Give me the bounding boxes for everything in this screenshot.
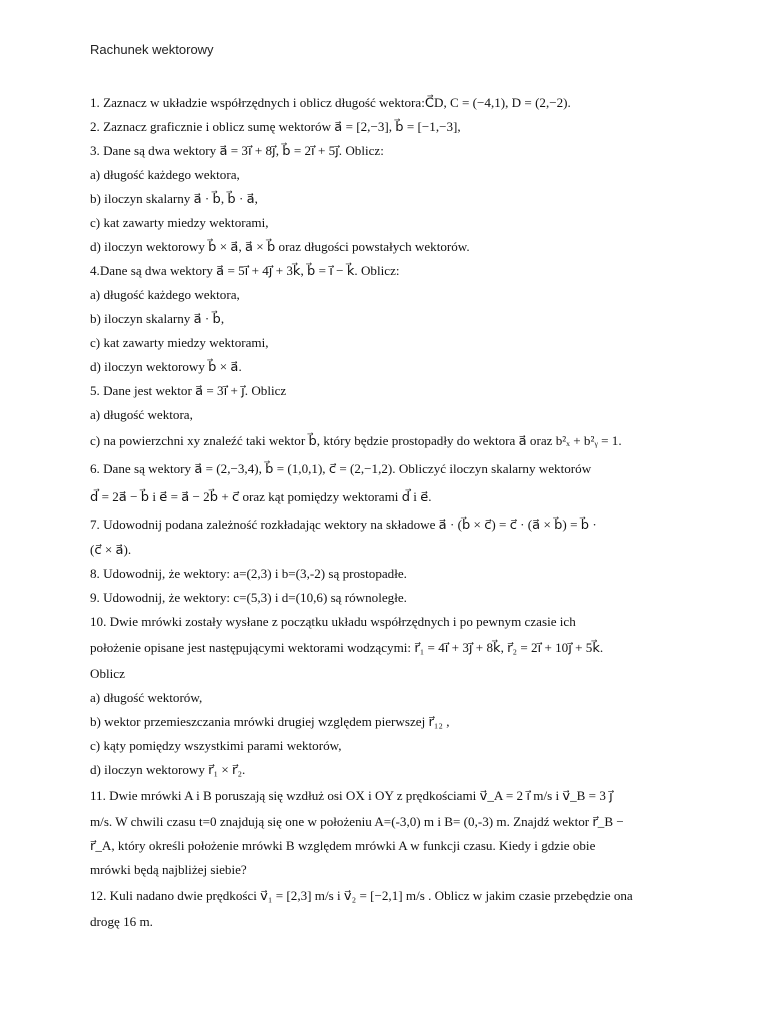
task-4c: c) kat zawarty miedzy wektorami, xyxy=(90,335,269,350)
document-body xyxy=(90,94,690,937)
task-10-line-2: położenie opisane jest następującymi wektorami wodzącymi: r⃗₁ = 4i⃗ + 3j⃗ + 8k⃗, r⃗₂ = 2i⃗ + 10j⃗ + 5k⃗. xyxy=(90,640,604,655)
task-3c: c) kat zawarty miedzy wektorami, xyxy=(90,215,269,230)
task-7-line-1: 7. Udowodnij podana zależność rozkładając wektory na składowe a⃗ · (b⃗ × c⃗) = c⃗ · (a⃗ × b⃗) = b⃗ · xyxy=(90,517,597,532)
task-3a: a) długość każdego wektora, xyxy=(90,167,240,182)
task-10c: c) kąty pomiędzy wszystkimi parami wektorów, xyxy=(90,738,342,753)
task-5: 5. Dane jest wektor a⃗ = 3i⃗ + j⃗. Oblicz xyxy=(90,383,287,398)
task-10a: a) długość wektorów, xyxy=(90,690,203,705)
task-1: 1. Zaznacz w układzie współrzędnych i oblicz długość wektora:C⃗D, C = (−4,1), D = (2,−2). xyxy=(90,95,571,110)
task-11-line-4: mrówki będą najbliżej siebie? xyxy=(90,862,247,877)
task-8: 8. Udowodnij, że wektory: a=(2,3) i b=(3,-2) są prostopadłe. xyxy=(90,566,407,581)
task-12-line-1: 12. Kuli nadano dwie prędkości v⃗₁ = [2,3] m/s i v⃗₂ = [−2,1] m/s . Oblicz w jakim czasie przebędzie ona xyxy=(90,888,633,903)
task-5c: c) na powierzchni xy znaleźć taki wektor b⃗, który będzie prostopadły do wektora a⃗ oraz b²ₓ + b²ᵧ = 1. xyxy=(90,433,622,448)
task-10-line-1: 10. Dwie mrówki zostały wysłane z początku układu współrzędnych i po pewnym czasie ich xyxy=(90,614,576,629)
task-10d: d) iloczyn wektorowy r⃗₁ × r⃗₂. xyxy=(90,762,246,777)
task-6-line-2: d⃗ = 2a⃗ − b⃗ i e⃗ = a⃗ − 2b⃗ + c⃗ oraz kąt pomiędzy wektorami d⃗ i e⃗. xyxy=(90,489,432,504)
task-5a: a) długość wektora, xyxy=(90,407,193,422)
task-2: 2. Zaznacz graficznie i oblicz sumę wektorów a⃗ = [2,−3], b⃗ = [−1,−3], xyxy=(90,119,461,134)
task-11-line-2: m/s. W chwili czasu t=0 znajdują się one w położeniu A=(-3,0) m i B= (0,-3) m. Znajdź wektor r⃗_B − xyxy=(90,814,624,829)
task-12-line-2: drogę 16 m. xyxy=(90,914,153,929)
task-4: 4.Dane są dwa wektory a⃗ = 5i⃗ + 4j⃗ + 3k⃗, b⃗ = i⃗ − k⃗. Oblicz: xyxy=(90,263,400,278)
task-3d: d) iloczyn wektorowy b⃗ × a⃗, a⃗ × b⃗ oraz długości powstałych wektorów. xyxy=(90,239,470,254)
task-11-line-1: 11. Dwie mrówki A i B poruszają się wzdłuż osi OX i OY z prędkościami v⃗_A = 2 i⃗ m/s i v⃗_B = 3 j⃗ xyxy=(90,788,613,803)
task-10-line-3: Oblicz xyxy=(90,666,125,681)
task-3b: b) iloczyn skalarny a⃗ · b⃗, b⃗ · a⃗, xyxy=(90,191,258,206)
task-4b: b) iloczyn skalarny a⃗ · b⃗, xyxy=(90,311,225,326)
task-6-line-1: 6. Dane są wektory a⃗ = (2,−3,4), b⃗ = (1,0,1), c⃗ = (2,−1,2). Obliczyć iloczyn skalarny wektorów xyxy=(90,461,592,476)
task-3: 3. Dane są dwa wektory a⃗ = 3i⃗ + 8j⃗, b⃗ = 2i⃗ + 5j⃗. Oblicz: xyxy=(90,143,384,158)
task-7-line-2: (c⃗ × a⃗). xyxy=(90,542,132,557)
task-4a: a) długość każdego wektora, xyxy=(90,287,240,302)
task-4d: d) iloczyn wektorowy b⃗ × a⃗. xyxy=(90,359,242,374)
task-10b: b) wektor przemieszczania mrówki drugiej względem pierwszej r⃗₁₂ , xyxy=(90,714,450,729)
task-11-line-3: r⃗_A, który określi położenie mrówki B względem mrówki A w funkcji czasu. Kiedy i gdzie obie xyxy=(90,838,596,853)
document-header: Rachunek wektorowy xyxy=(90,42,214,57)
task-9: 9. Udowodnij, że wektory: c=(5,3) i d=(10,6) są równoległe. xyxy=(90,590,407,605)
